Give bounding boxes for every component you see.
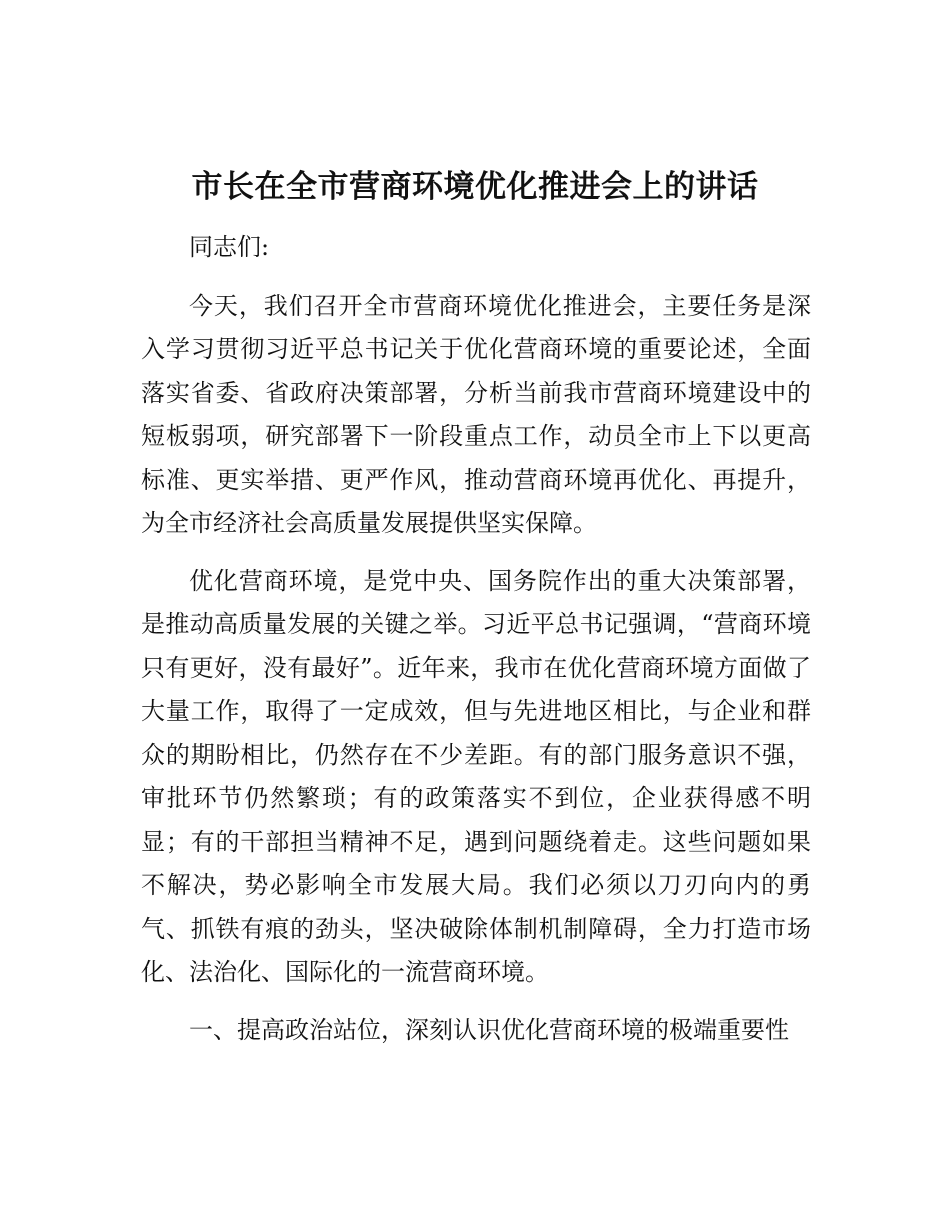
greeting: 同志们: <box>189 233 270 261</box>
section-heading: 一、提高政治站位，深刻认识优化营商环境的极端重要性 <box>189 1015 789 1044</box>
paragraph-intro: 今天，我们召开全市营商环境优化推进会，主要任务是深入学习贯彻习近平总书记关于优化营商环境的重要论述，全面落实省委、省政府决策部署，分析当前我市营商环境建设中的短板弱项，研究部署下一阶段重点工作，动员全市上下以更高标准、更实举措、更严作风，推动营商环境再优化、再提升，为全市经济社会高质量发展提供坚实保障。 <box>141 291 811 537</box>
document-title: 市长在全市营商环境优化推进会上的讲话 <box>191 169 759 205</box>
paragraph-background: 优化营商环境，是党中央、国务院作出的重大决策部署，是推动高质量发展的关键之举。习近平总书记强调，“营商环境只有更好，没有最好”。近年来，我市在优化营商环境方面做了大量工作，取得了一定成效，但与先进地区相比，与企业和群众的期盼相比，仍然存在不少差距。有的部门服务意识不强，审批环节仍然繁琐；有的政策落实不到位，企业获得感不明显；有的干部担当精神不足，遇到问题绕着走。这些问题如果不解决，势必影响全市发展大局。我们必须以刀刃向内的勇气、抓铁有痕的劲头，坚决破除体制机制障碍，全力打造市场化、法治化、国际化的一流营商环境。 <box>141 566 811 986</box>
document-body <box>141 226 811 1052</box>
